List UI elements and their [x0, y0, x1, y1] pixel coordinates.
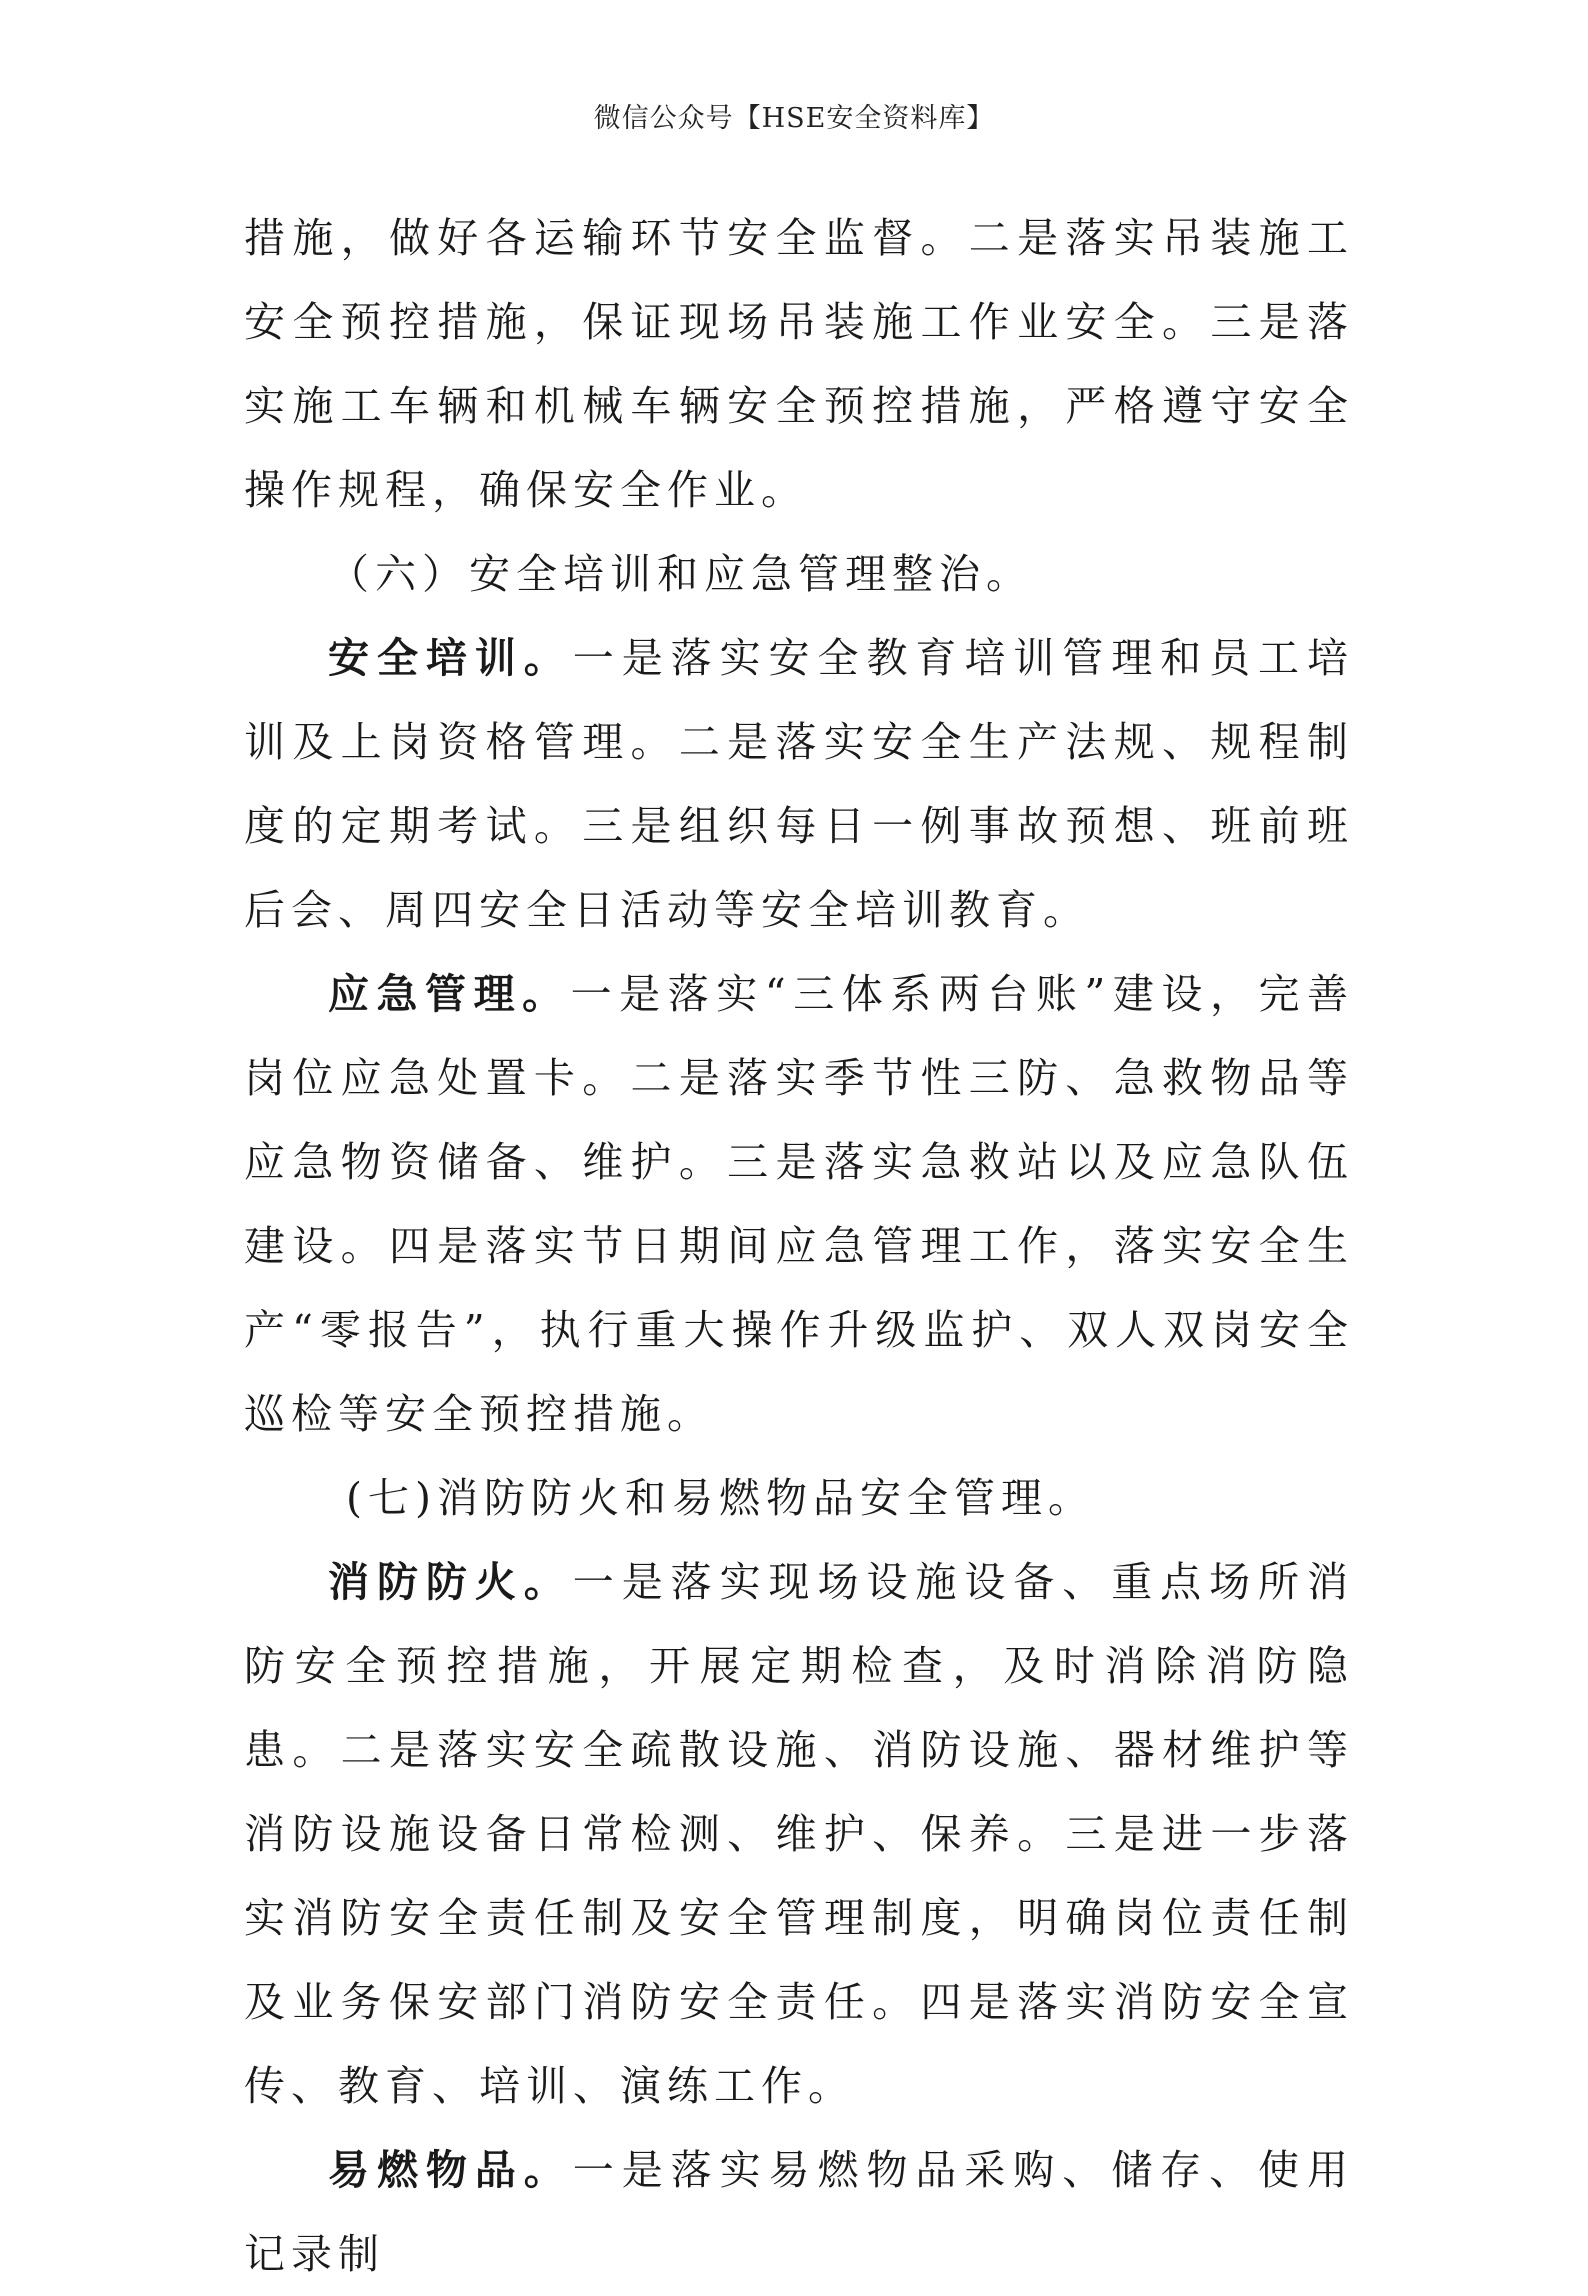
paragraph-lead-fire-prevention: 消防防火。 [328, 1558, 573, 1606]
section-heading-6: （六）安全培训和应急管理整治。 [328, 550, 1033, 598]
paragraph-safety-training [244, 616, 1354, 952]
document-body [244, 196, 1354, 2296]
paragraph-fire-prevention [244, 1540, 1354, 2128]
paragraph-body-emergency-management: 一是落实“三体系两台账”建设，完善岗位应急处置卡。二是落实季节性三防、急救物品等应急物资储备、维护。三是落实急救站以及应急队伍建设。四是落实节日期间应急管理工作，落实安全生产“零报告”，执行重大操作升级监护、双人双岗安全巡检等安全预控措施。 [244, 970, 1355, 1438]
paragraph-flammable-items [244, 2128, 1354, 2296]
paragraph-body-safety-training: 一是落实安全教育培训管理和员工培训及上岗资格管理。二是落实安全生产法规、规程制度的定期考试。三是组织每日一例事故预想、班前班后会、周四安全日活动等安全培训教育。 [244, 634, 1354, 934]
paragraph-lead-safety-training: 安全培训。 [328, 634, 573, 682]
paragraph-lead-emergency-management: 应急管理。 [328, 970, 571, 1018]
section-heading-7: (七)消防防火和易燃物品安全管理。 [346, 1474, 1095, 1522]
paragraph-body-flammable-items: 一是落实易燃物品采购、储存、使用记录制 [244, 2146, 1354, 2278]
page-header: 微信公众号【HSE安全资料库】 [593, 103, 995, 134]
paragraph-transport-measures: 措施，做好各运输环节安全监督。二是落实吊装施工安全预控措施，保证现场吊装施工作业安全。三是落实施工车辆和机械车辆安全预控措施，严格遵守安全操作规程，确保安全作业。 [244, 214, 1354, 514]
paragraph-body-fire-prevention: 一是落实现场设施设备、重点场所消防安全预控措施，开展定期检查，及时消除消防隐患。二是落实安全疏散设施、消防设施、器材维护等消防设施设备日常检测、维护、保养。三是进一步落实消防安全责任制及安全管理制度，明确岗位责任制及业务保安部门消防安全责任。四是落实消防安全宣传、教育、培训、演练工作。 [244, 1558, 1354, 2110]
paragraph-lead-flammable-items: 易燃物品。 [328, 2146, 573, 2194]
paragraph-emergency-management [244, 952, 1354, 1456]
